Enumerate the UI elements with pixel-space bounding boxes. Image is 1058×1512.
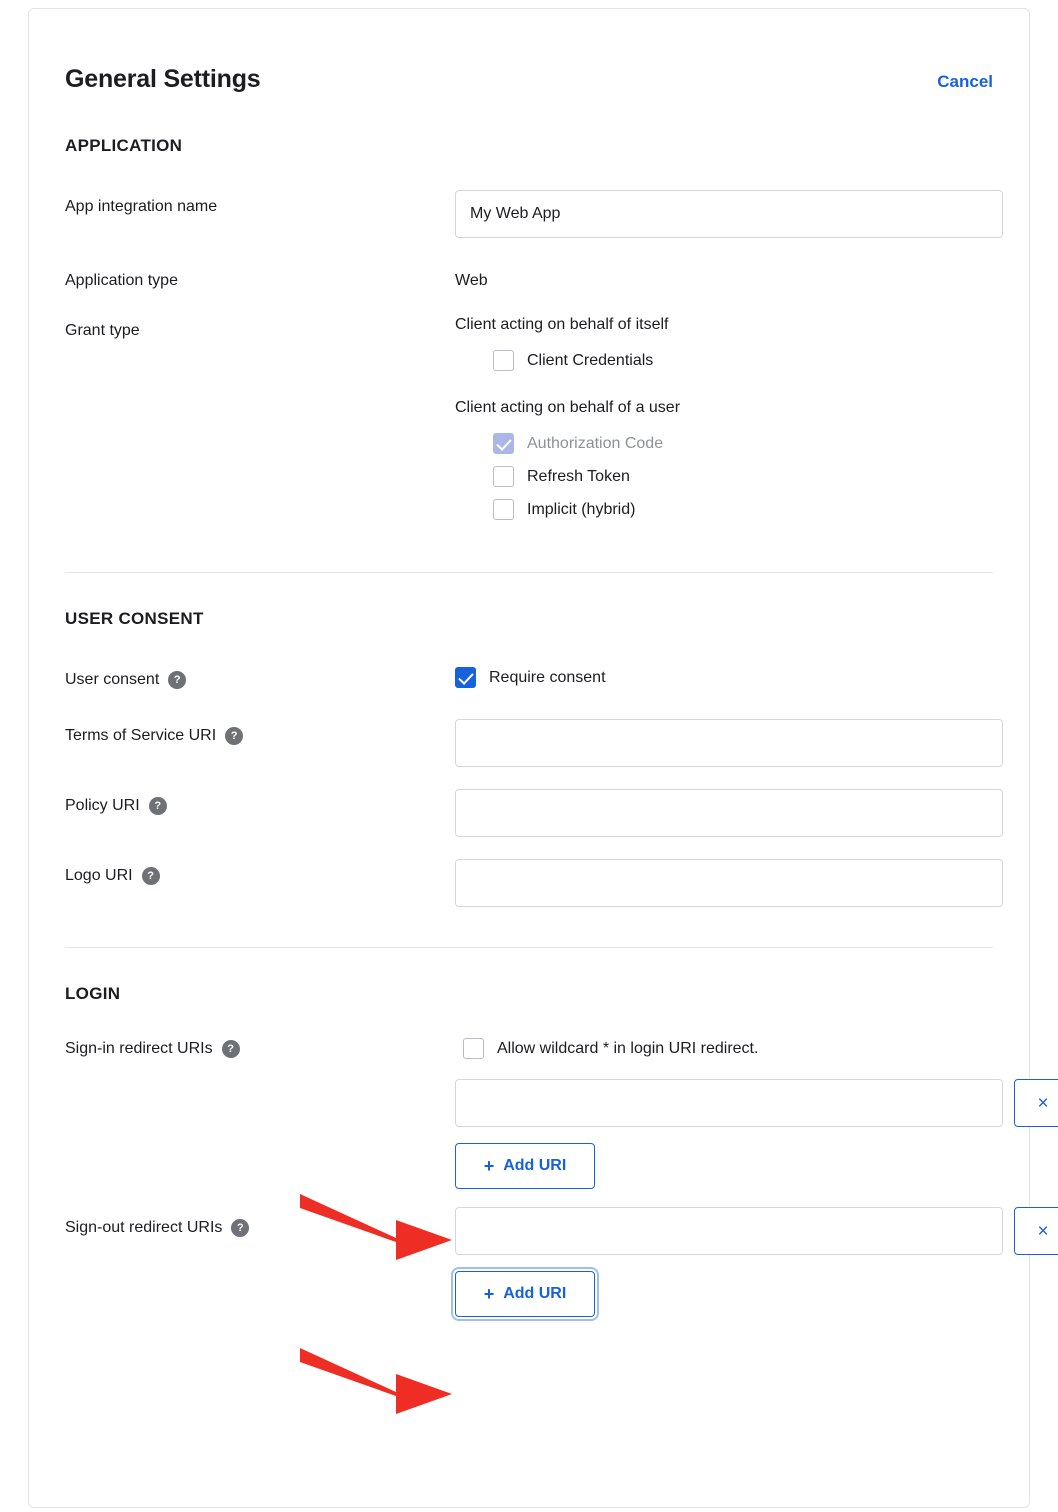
plus-icon: + — [483, 1283, 495, 1304]
checkbox-allow-wildcard[interactable] — [463, 1038, 484, 1059]
row-grant-type — [65, 316, 993, 532]
label-require-consent: Require consent — [489, 668, 606, 686]
label-signin-redirect-uris-text: Sign-in redirect URIs — [65, 1040, 213, 1057]
checkbox-row-authorization-code[interactable] — [493, 433, 993, 454]
remove-signin-uri-button[interactable] — [1014, 1079, 1058, 1127]
help-icon-user-consent[interactable]: ? — [168, 671, 186, 689]
close-icon: × — [1037, 1220, 1049, 1242]
signout-uri-line — [455, 1207, 1058, 1255]
policy-uri-input[interactable] — [455, 789, 1003, 837]
divider-user-consent — [65, 947, 993, 948]
checkbox-authorization-code[interactable] — [493, 433, 514, 454]
row-app-integration-name — [65, 190, 993, 238]
help-icon-signin-redirect-uris[interactable]: ? — [222, 1040, 240, 1058]
cancel-button[interactable]: Cancel — [937, 72, 993, 91]
panel-header — [65, 65, 993, 94]
row-tos-uri — [65, 719, 993, 767]
grant-group-user-label: Client acting on behalf of a user — [455, 399, 681, 416]
add-signout-uri-button[interactable] — [455, 1271, 595, 1317]
label-authorization-code: Authorization Code — [527, 434, 664, 452]
signin-uri-line — [455, 1079, 1058, 1127]
grant-type-group — [455, 316, 993, 532]
remove-signout-uri-button[interactable] — [1014, 1207, 1058, 1255]
label-implicit-hybrid: Implicit (hybrid) — [527, 500, 636, 518]
checkbox-row-implicit-hybrid[interactable] — [493, 499, 993, 520]
checkbox-refresh-token[interactable] — [493, 466, 514, 487]
checkbox-row-refresh-token[interactable] — [493, 466, 993, 487]
checkbox-implicit-hybrid[interactable] — [493, 499, 514, 520]
label-logo-uri-text: Logo URI — [65, 867, 133, 884]
logo-uri-input[interactable] — [455, 859, 1003, 907]
label-signin-redirect-uris — [65, 1038, 455, 1058]
help-icon-policy-uri[interactable]: ? — [149, 797, 167, 815]
add-signout-uri-label: Add URI — [503, 1285, 567, 1302]
label-app-integration-name: App integration name — [65, 198, 218, 215]
label-application-type: Application type — [65, 272, 178, 289]
label-allow-wildcard: Allow wildcard * in login URI redirect. — [497, 1039, 759, 1057]
app-integration-name-input[interactable] — [455, 190, 1003, 238]
divider-application — [65, 572, 993, 573]
label-grant-type: Grant type — [65, 322, 140, 339]
label-policy-uri-text: Policy URI — [65, 797, 140, 814]
checkbox-require-consent[interactable] — [455, 667, 476, 688]
section-title-user-consent: USER CONSENT — [65, 609, 204, 628]
settings-panel — [28, 8, 1049, 1508]
checkbox-row-require-consent[interactable] — [455, 663, 993, 688]
label-signout-redirect-uris — [65, 1207, 455, 1237]
label-policy-uri — [65, 789, 455, 815]
section-title-application: APPLICATION — [65, 136, 183, 155]
help-icon-tos-uri[interactable]: ? — [225, 727, 243, 745]
help-icon-logo-uri[interactable]: ? — [142, 867, 160, 885]
label-user-consent-text: User consent — [65, 671, 160, 688]
checkbox-client-credentials[interactable] — [493, 350, 514, 371]
row-policy-uri — [65, 789, 993, 837]
add-signin-uri-button[interactable] — [455, 1143, 595, 1189]
label-tos-uri-text: Terms of Service URI — [65, 727, 217, 744]
row-signout-redirect-uris — [65, 1207, 1049, 1317]
row-application-type — [65, 264, 993, 290]
checkbox-row-client-credentials[interactable] — [493, 350, 993, 371]
page-title: General Settings — [65, 65, 261, 93]
help-icon-signout-redirect-uris[interactable]: ? — [231, 1219, 249, 1237]
checkbox-row-allow-wildcard[interactable] — [463, 1038, 1058, 1059]
grant-group-self-label: Client acting on behalf of itself — [455, 316, 669, 333]
signin-redirect-uri-input[interactable] — [455, 1079, 1003, 1127]
close-icon: × — [1037, 1092, 1049, 1114]
label-logo-uri — [65, 859, 455, 885]
section-title-login: LOGIN — [65, 984, 121, 1003]
plus-icon: + — [483, 1155, 495, 1176]
add-signin-uri-label: Add URI — [503, 1157, 567, 1174]
row-logo-uri — [65, 859, 993, 907]
row-signin-redirect-uris — [65, 1038, 1049, 1189]
tos-uri-input[interactable] — [455, 719, 1003, 767]
signout-redirect-uri-input[interactable] — [455, 1207, 1003, 1255]
label-signout-redirect-uris-text: Sign-out redirect URIs — [65, 1219, 223, 1236]
row-user-consent — [65, 663, 993, 689]
label-refresh-token: Refresh Token — [527, 467, 630, 485]
label-user-consent — [65, 663, 455, 689]
application-type-value: Web — [455, 272, 488, 289]
label-client-credentials: Client Credentials — [527, 351, 654, 369]
label-tos-uri — [65, 719, 455, 745]
